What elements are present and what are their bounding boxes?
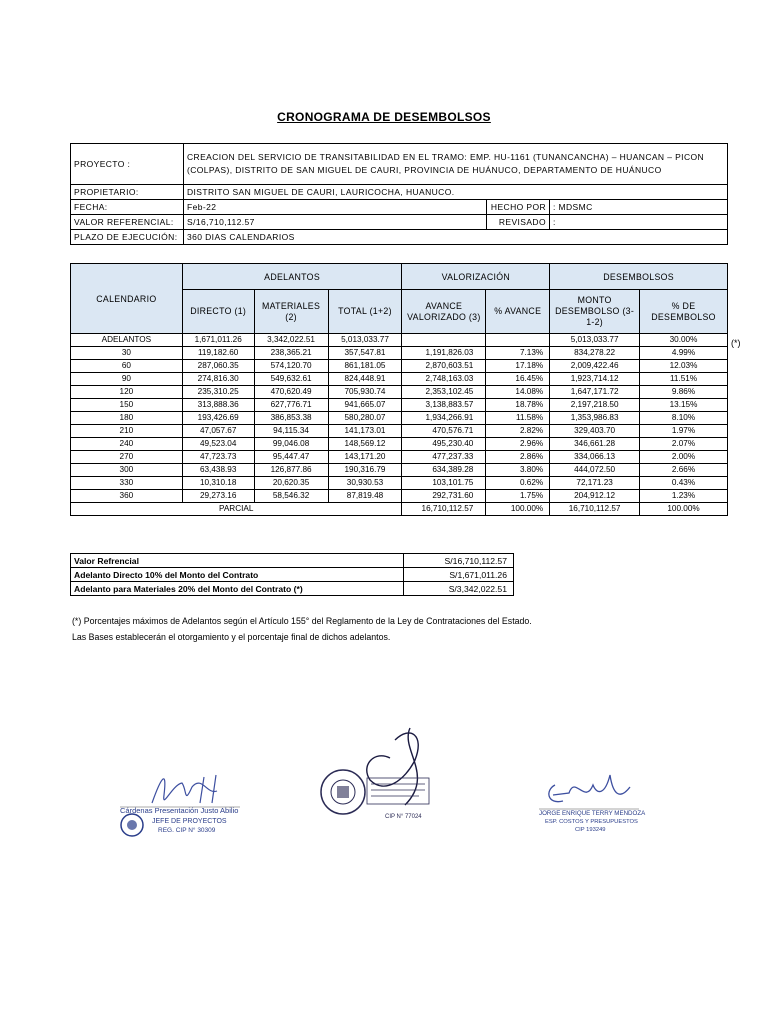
table-row [71, 347, 728, 360]
calendar-day: 240 [71, 438, 183, 451]
materiales-value: 386,853.38 [254, 412, 328, 425]
directo-value: 63,438.93 [182, 464, 254, 477]
adelantos-note-marker: (*) [731, 338, 741, 348]
calendar-day: 180 [71, 412, 183, 425]
avance-value: 292,731.60 [402, 490, 486, 503]
signature-left-name: Cárdenas Presentación Justo Abilio [120, 806, 239, 815]
footnote-line-2: Las Bases establecerán el otorgamiento y el porcentaje final de dichos adelantos. [72, 632, 391, 642]
avance-value: 634,389.28 [402, 464, 486, 477]
cip-seal-center-icon [127, 820, 137, 830]
directo-value: 49,523.04 [182, 438, 254, 451]
directo-value: 313,888.36 [182, 399, 254, 412]
summary-value: S/16,710,112.57 [404, 554, 514, 568]
pct-avance-value: 0.62% [486, 477, 550, 490]
pct-desembolso-value: 0.43% [640, 477, 728, 490]
header-directo: DIRECTO (1) [182, 290, 254, 334]
directo-value: 10,310.18 [182, 477, 254, 490]
table-row [71, 425, 728, 438]
header-total: TOTAL (1+2) [328, 290, 402, 334]
pct-avance-value: 18.78% [486, 399, 550, 412]
project-info-table [70, 143, 728, 245]
table-row [71, 438, 728, 451]
parcial-row [71, 503, 728, 516]
directo-value: 235,310.25 [182, 386, 254, 399]
signature-scribble-center [367, 728, 418, 805]
revisado-label: REVISADO [487, 215, 550, 230]
avance-value: 2,870,603.51 [402, 360, 486, 373]
total-value: 705,930.74 [328, 386, 402, 399]
signature-left [112, 765, 252, 845]
footnote-line-1: (*) Porcentajes máximos de Adelantos según el Artículo 155° del Reglamento de la Ley de Contrataciones del Estado. [72, 616, 532, 626]
adelantos-directo: 1,671,011.26 [182, 334, 254, 347]
official-seal-emblem-icon [337, 786, 349, 798]
signature-right [535, 765, 655, 835]
table-row [71, 464, 728, 477]
pct-desembolso-value: 4.99% [640, 347, 728, 360]
avance-value: 2,353,102.45 [402, 386, 486, 399]
table-row [71, 373, 728, 386]
pct-avance-value: 17.18% [486, 360, 550, 373]
adelantos-avance [402, 334, 486, 347]
adelantos-row [71, 334, 728, 347]
table-row [71, 360, 728, 373]
pct-avance-value: 2.86% [486, 451, 550, 464]
propietario-value: DISTRITO SAN MIGUEL DE CAURI, LAURICOCHA, HUANUCO. [184, 185, 728, 200]
monto-value: 72,171.23 [550, 477, 640, 490]
monto-value: 334,066.13 [550, 451, 640, 464]
parcial-avance: 16,710,112.57 [402, 503, 486, 516]
footnote [72, 613, 532, 645]
monto-value: 2,009,422.46 [550, 360, 640, 373]
total-value: 861,181.05 [328, 360, 402, 373]
adelantos-monto: 5,013,033.77 [550, 334, 640, 347]
directo-value: 287,060.35 [182, 360, 254, 373]
avance-value: 103,101.75 [402, 477, 486, 490]
total-value: 824,448.91 [328, 373, 402, 386]
directo-value: 29,273.16 [182, 490, 254, 503]
avance-value: 477,237.33 [402, 451, 486, 464]
monto-value: 1,923,714.12 [550, 373, 640, 386]
info-row-plazo [71, 230, 728, 245]
pct-desembolso-value: 2.00% [640, 451, 728, 464]
total-value: 87,819.48 [328, 490, 402, 503]
pct-desembolso-value: 9.86% [640, 386, 728, 399]
adelantos-total: 5,013,033.77 [328, 334, 402, 347]
pct-avance-value: 1.75% [486, 490, 550, 503]
adelantos-label: ADELANTOS [71, 334, 183, 347]
header-adelantos: ADELANTOS [182, 264, 402, 290]
monto-value: 329,403.70 [550, 425, 640, 438]
summary-label: Adelanto Directo 10% del Monto del Contrato [71, 568, 404, 582]
signature-right-name: JORGE ENRIQUE TERRY MENDOZA [539, 810, 646, 817]
total-value: 30,930.53 [328, 477, 402, 490]
header-valorizacion: VALORIZACIÓN [402, 264, 550, 290]
monto-value: 346,661.28 [550, 438, 640, 451]
pct-avance-value: 16.45% [486, 373, 550, 386]
info-row-proyecto [71, 144, 728, 185]
signature-left-role: JEFE DE PROYECTOS [152, 818, 227, 825]
materiales-value: 470,620.49 [254, 386, 328, 399]
total-value: 148,569.12 [328, 438, 402, 451]
directo-value: 274,816.30 [182, 373, 254, 386]
schedule-rows [71, 347, 728, 503]
monto-value: 834,278.22 [550, 347, 640, 360]
header-desembolsos: DESEMBOLSOS [550, 264, 728, 290]
valor-label: VALOR REFERENCIAL: [71, 215, 184, 230]
table-row [71, 399, 728, 412]
calendar-day: 90 [71, 373, 183, 386]
materiales-value: 126,877.86 [254, 464, 328, 477]
header-monto-desembolso: MONTO DESEMBOLSO (3-1-2) [550, 290, 640, 334]
materiales-value: 58,546.32 [254, 490, 328, 503]
calendar-day: 360 [71, 490, 183, 503]
materiales-value: 20,620.35 [254, 477, 328, 490]
calendar-day: 270 [71, 451, 183, 464]
avance-value: 495,230.40 [402, 438, 486, 451]
total-value: 143,171.20 [328, 451, 402, 464]
signature-right-reg: CIP 193249 [575, 827, 606, 833]
page-title: CRONOGRAMA DE DESEMBOLSOS [277, 110, 491, 124]
table-row [71, 477, 728, 490]
total-value: 190,316.79 [328, 464, 402, 477]
header-avance-valorizado: AVANCE VALORIZADO (3) [402, 290, 486, 334]
header-pct-desembolso: % DE DESEMBOLSO [640, 290, 728, 334]
pct-desembolso-value: 12.03% [640, 360, 728, 373]
calendar-day: 60 [71, 360, 183, 373]
materiales-value: 94,115.34 [254, 425, 328, 438]
signature-right-role: ESP. COSTOS Y PRESUPUESTOS [545, 819, 638, 825]
official-stamp-box [367, 778, 429, 804]
pct-avance-value: 2.82% [486, 425, 550, 438]
materiales-value: 627,776.71 [254, 399, 328, 412]
pct-avance-value: 2.96% [486, 438, 550, 451]
avance-value: 2,748,163.03 [402, 373, 486, 386]
calendar-day: 330 [71, 477, 183, 490]
pct-desembolso-value: 2.07% [640, 438, 728, 451]
disbursement-table [70, 263, 728, 516]
pct-desembolso-value: 13.15% [640, 399, 728, 412]
info-row-propietario [71, 185, 728, 200]
pct-avance-value: 11.58% [486, 412, 550, 425]
table-row [71, 451, 728, 464]
summary-table [70, 553, 514, 596]
summary-label: Adelanto para Materiales 20% del Monto del Contrato (*) [71, 582, 404, 596]
calendar-day: 150 [71, 399, 183, 412]
pct-desembolso-value: 1.97% [640, 425, 728, 438]
pct-desembolso-value: 11.51% [640, 373, 728, 386]
avance-value: 1,934,266.91 [402, 412, 486, 425]
signature-center [315, 720, 465, 830]
info-row-valor [71, 215, 728, 230]
materiales-value: 574,120.70 [254, 360, 328, 373]
hecho-value: : MDSMC [550, 200, 728, 215]
signature-center-reg: CIP N° 77024 [385, 814, 422, 820]
monto-value: 444,072.50 [550, 464, 640, 477]
adelantos-pct-desembolso: 30.00% [640, 334, 728, 347]
header-calendario: CALENDARIO [71, 264, 183, 334]
summary-value: S/3,342,022.51 [404, 582, 514, 596]
directo-value: 119,182.60 [182, 347, 254, 360]
monto-value: 2,197,218.50 [550, 399, 640, 412]
pct-desembolso-value: 2.66% [640, 464, 728, 477]
proyecto-value [184, 144, 728, 185]
header-materiales: MATERIALES (2) [254, 290, 328, 334]
signature-left-reg: REG. CIP N° 30309 [158, 827, 216, 834]
calendar-day: 300 [71, 464, 183, 477]
hecho-label: HECHO POR [487, 200, 550, 215]
proyecto-line-2: (COLPAS), DISTRITO DE SAN MIGUEL DE CAURI, PROVINCIA DE HUÁNUCO, DEPARTAMENTO DE HUÁNUCO [187, 165, 662, 175]
directo-value: 193,426.69 [182, 412, 254, 425]
proyecto-label: PROYECTO : [71, 144, 184, 185]
materiales-value: 99,046.08 [254, 438, 328, 451]
total-value: 941,665.07 [328, 399, 402, 412]
pct-avance-value: 14.08% [486, 386, 550, 399]
parcial-pct-desembolso: 100.00% [640, 503, 728, 516]
valor-value: S/16,710,112.57 [184, 215, 487, 230]
summary-row [71, 554, 514, 568]
plazo-value: 360 DIAS CALENDARIOS [184, 230, 728, 245]
table-row [71, 412, 728, 425]
calendar-day: 30 [71, 347, 183, 360]
plazo-label: PLAZO DE EJECUCIÓN: [71, 230, 184, 245]
pct-avance-value: 7.13% [486, 347, 550, 360]
materiales-value: 549,632.61 [254, 373, 328, 386]
directo-value: 47,057.67 [182, 425, 254, 438]
adelantos-materiales: 3,342,022.51 [254, 334, 328, 347]
summary-row [71, 582, 514, 596]
summary-value: S/1,671,011.26 [404, 568, 514, 582]
signature-scribble-left [152, 775, 217, 803]
materiales-value: 95,447.47 [254, 451, 328, 464]
parcial-monto: 16,710,112.57 [550, 503, 640, 516]
parcial-label: PARCIAL [71, 503, 402, 516]
adelantos-pct-avance [486, 334, 550, 347]
table-row [71, 490, 728, 503]
pct-desembolso-value: 8.10% [640, 412, 728, 425]
total-value: 580,280.07 [328, 412, 402, 425]
fecha-label: FECHA: [71, 200, 184, 215]
monto-value: 1,647,171.72 [550, 386, 640, 399]
avance-value: 470,576.71 [402, 425, 486, 438]
parcial-pct-avance: 100.00% [486, 503, 550, 516]
info-row-fecha [71, 200, 728, 215]
materiales-value: 238,365.21 [254, 347, 328, 360]
proyecto-line-1: CREACION DEL SERVICIO DE TRANSITABILIDAD EN EL TRAMO: EMP. HU-1161 (TUNANCANCHA) – HUANCAN – PICON [187, 152, 705, 162]
fecha-value: Feb-22 [184, 200, 487, 215]
directo-value: 47,723.73 [182, 451, 254, 464]
summary-row [71, 568, 514, 582]
pct-desembolso-value: 1.23% [640, 490, 728, 503]
header-pct-avance: % AVANCE [486, 290, 550, 334]
propietario-label: PROPIETARIO: [71, 185, 184, 200]
pct-avance-value: 3.80% [486, 464, 550, 477]
monto-value: 1,353,986.83 [550, 412, 640, 425]
revisado-value: : [550, 215, 728, 230]
total-value: 141,173.01 [328, 425, 402, 438]
header-group-row [71, 264, 728, 290]
signature-scribble-right [549, 775, 630, 802]
avance-value: 3,138,883.57 [402, 399, 486, 412]
avance-value: 1,191,826.03 [402, 347, 486, 360]
total-value: 357,547.81 [328, 347, 402, 360]
monto-value: 204,912.12 [550, 490, 640, 503]
calendar-day: 120 [71, 386, 183, 399]
table-row [71, 386, 728, 399]
summary-label: Valor Refrencial [71, 554, 404, 568]
calendar-day: 210 [71, 425, 183, 438]
